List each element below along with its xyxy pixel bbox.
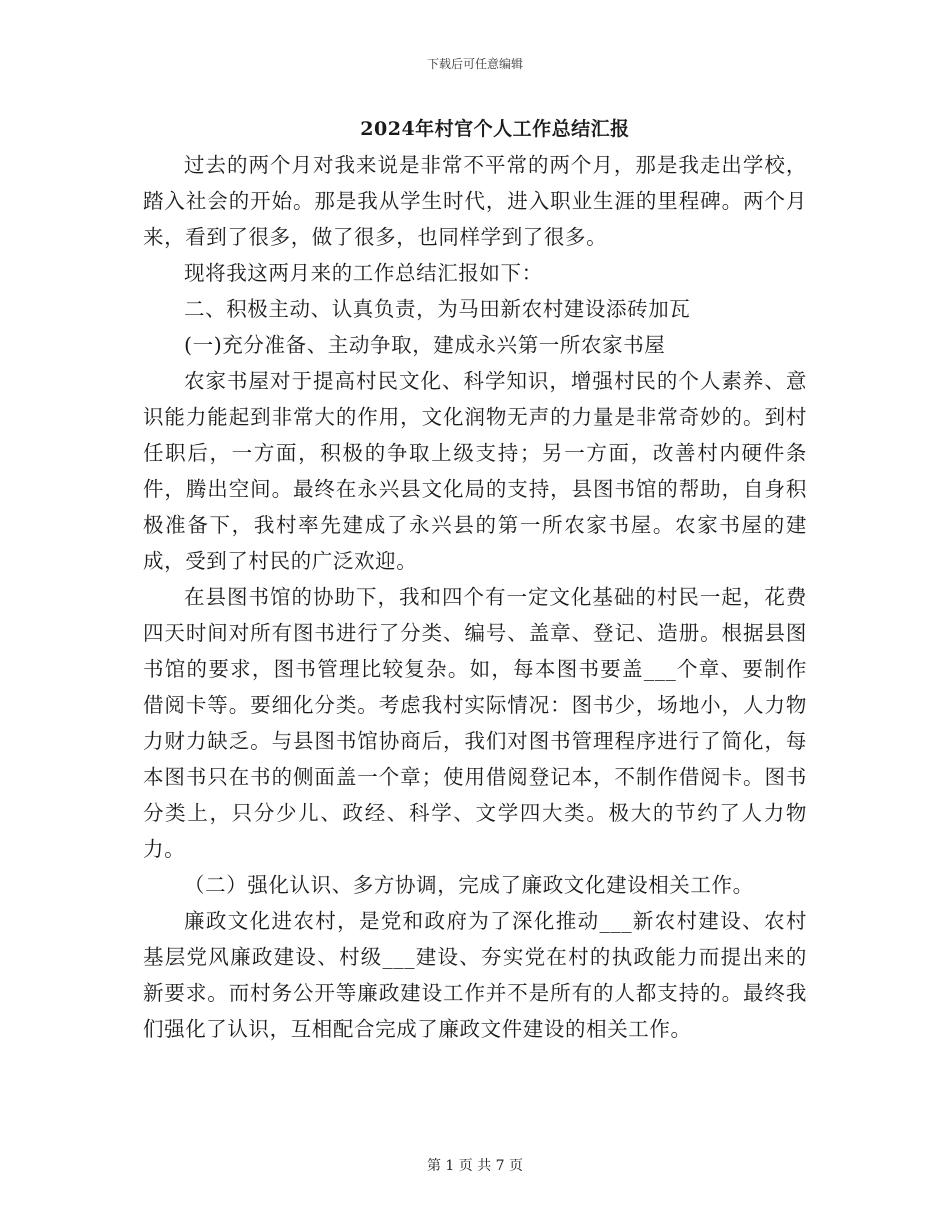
paragraph: 农家书屋对于提高村民文化、科学知识，增强村民的个人素养、意识能力能起到非常大的作用，文化润物无声的力量是非常奇妙的。到村任职后，一方面，积极的争取上级支持；另一方面，改善村内硬件条件，腾出空间。最终在永兴县文化局的支持，县图书馆的帮助，自身积极准备下，我村率先建成了永兴县的第一所农家书屋。农家书屋的建成，受到了村民的广泛欢迎。	[143, 369, 807, 573]
document-body	[143, 147, 807, 1047]
paragraph: 过去的两个月对我来说是非常不平常的两个月，那是我走出学校，踏入社会的开始。那是我从学生时代，进入职业生涯的里程碑。两个月来，看到了很多，做了很多，也同样学到了很多。	[143, 153, 807, 249]
section-heading: 二、积极主动、认真负责，为马田新农村建设添砖加瓦	[184, 297, 691, 321]
paragraph: 在县图书馆的协助下，我和四个有一定文化基础的村民一起，花费四天时间对所有图书进行了分类、编号、盖章、登记、造册。根据县图书馆的要求，图书管理比较复杂。如，每本图书要盖___个章、要制作借阅卡等。要细化分类。考虑我村实际情况：图书少，场地小，人力物力财力缺乏。与县图书馆协商后，我们对图书管理程序进行了简化，每本图书只在书的侧面盖一个章；使用借阅登记本，不制作借阅卡。图书分类上，只分少儿、政经、科学、文学四大类。极大的节约了人力物力。	[143, 585, 807, 861]
paragraph: 廉政文化进农村，是党和政府为了深化推动___新农村建设、农村基层党风廉政建设、村级___建设、夯实党在村的执政能力而提出来的新要求。而村务公开等廉政建设工作并不是所有的人都支持的。最终我们强化了认识，互相配合完成了廉政文件建设的相关工作。	[143, 909, 807, 1041]
subsection-heading: (一)充分准备、主动争取，建成永兴第一所农家书屋	[184, 333, 666, 357]
paragraph: 现将我这两月来的工作总结汇报如下：	[184, 261, 543, 285]
header-note: 下载后可任意编辑	[426, 57, 523, 71]
document-title: 2024年村官个人工作总结汇报	[360, 118, 630, 140]
page-indicator: 第 1 页 共 7 页	[426, 1158, 524, 1174]
subsection-heading: （二）强化认识、多方协调，完成了廉政文化建设相关工作。	[184, 873, 754, 897]
